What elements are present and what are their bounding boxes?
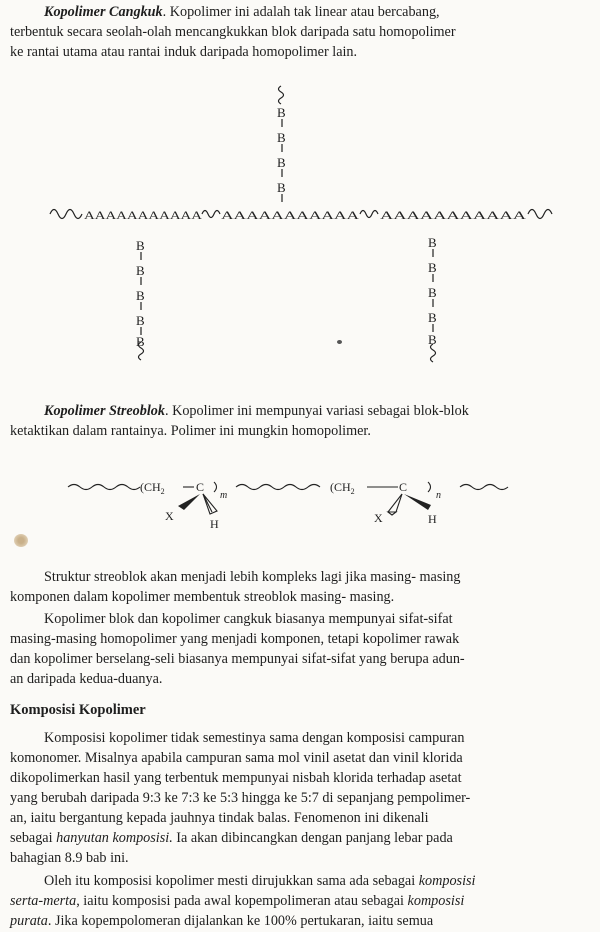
section-heading: Komposisi Kopolimer: [10, 702, 146, 718]
chain-end-wavy-icon: [528, 210, 552, 219]
main-chain-segment: AAAAAAAAAAA: [84, 208, 203, 222]
body-line: an, iaitu bergantung kepada jauhnya tindak balas. Fenomenon ini dikenali: [10, 810, 429, 826]
stereoblock-line: ketaktikan dalam rantainya. Polimer ini mungkin homopolimer.: [10, 423, 371, 439]
stereo-left-carbon: C: [196, 480, 205, 494]
branch-unit-label: B: [277, 130, 286, 145]
body-line: komonomer. Misalnya apabila campuran sama mol vinil asetat dan vinil klorida: [10, 750, 463, 766]
stereo-right-carbon: C: [399, 480, 408, 494]
stereo-left-h: H: [210, 517, 219, 531]
branch-unit-label: B: [428, 235, 437, 250]
graft-line: terbentuk secara seolah-olah mencangkukkan blok daripada satu homopolimer: [10, 24, 456, 40]
block-graft-properties-paragraph: [10, 609, 582, 689]
ink-speck: [337, 340, 342, 344]
stereoblock-paragraph: Kopolimer Streoblok. Kopolimer ini mempunyai variasi sebagai blok-blok ketaktikan dalam rantainya. Polimer ini mungkin homopolimer.: [10, 401, 582, 441]
term-composition: komposisi: [418, 873, 476, 889]
graft-term: Kopolimer Cangkuk: [44, 4, 163, 20]
wedge-hollow: [388, 512, 396, 515]
branch-unit-label: B: [428, 310, 437, 325]
body-line: serta-merta, iaitu komposisi pada awal kopempolimeran atau sebagai komposisi: [10, 893, 465, 909]
graft-copolymer-paragraph: Kopolimer Cangkuk. Kopolimer ini adalah tak linear atau bercabang, terbentuk secara seolah-olah mencangkukkan blok daripada satu homopolimer ke rantai utama atau rantai induk daripada homopolimer lain.: [10, 2, 582, 62]
graft-line: Kopolimer ini adalah tak linear atau bercabang,: [169, 4, 440, 20]
stereo-left-open: ($CH_2$: [140, 480, 165, 496]
stereoblock-diagram: [0, 470, 600, 540]
graft-line: ke rantai utama atau rantai induk daripada homopolimer lain.: [10, 44, 358, 60]
graft-copolymer-diagram: [0, 78, 600, 378]
term-composition-drift: hanyutan komposisi.: [56, 830, 173, 846]
body-line: Oleh itu komposisi kopolimer mesti dirujukkan sama ada sebagai komposisi: [44, 873, 476, 889]
branch-unit-label: B: [136, 313, 145, 328]
chain-wavy-icon: [236, 485, 320, 490]
body-line: sebagai hanyutan komposisi. Ia akan dibincangkan dengan panjang lebar pada: [10, 830, 453, 846]
wedge-filled: [404, 494, 431, 510]
chain-wavy-icon: [68, 485, 140, 490]
copolymer-composition-paragraph: [10, 728, 582, 868]
body-line: Kopolimer blok dan kopolimer cangkuk biasanya mempunyai sifat-sifat: [44, 611, 453, 627]
stereo-right-x: X: [374, 511, 383, 525]
body-line: dikopolimerkan hasil yang terbentuk mempunyai nisbah klorida terhadap asetat: [10, 770, 462, 786]
branch-unit-label: B: [277, 155, 286, 170]
stereoblock-complex-paragraph: [10, 567, 582, 607]
stereoblock-term: Kopolimer Streoblok: [44, 403, 165, 419]
body-line: masing-masing homopolimer yang menjadi komponen, tetapi kopolimer rawak: [10, 631, 460, 647]
bond: [396, 494, 402, 512]
stereo-right-open: ($CH_2$: [330, 480, 355, 496]
term-instantaneous: serta-merta: [10, 893, 77, 909]
branch-unit-label: B: [136, 334, 145, 349]
body-line: dan kopolimer berselang-seli biasanya mempunyai sifat-sifat yang berupa adun-: [10, 651, 465, 667]
main-chain-segment: AAAAAAAAAAA: [221, 208, 360, 222]
body-line: an daripada kedua-duanya.: [10, 671, 163, 687]
body-line: bahagian 8.9 bab ini.: [10, 850, 129, 866]
chain-link-wavy-icon: [202, 211, 220, 218]
stereo-right-subscript: n: [436, 490, 441, 501]
branch-unit-label: B: [277, 105, 286, 120]
branch-unit-label: B: [136, 263, 145, 278]
branch-unit-label: B: [428, 260, 437, 275]
stereo-left-x: X: [165, 509, 174, 523]
branch-unit-label: B: [136, 238, 145, 253]
body-line: yang berubah daripada 9:3 ke 7:3 ke 5:3 hingga ke 5:7 di sepanjang pempolimer-: [10, 790, 471, 806]
chain-end-wavy-icon: [50, 210, 82, 219]
wedge-hollow: [203, 494, 217, 514]
branch-unit-label: B: [136, 288, 145, 303]
composition-reference-paragraph: [10, 871, 582, 931]
bond: [388, 494, 402, 512]
wedge-filled: [178, 494, 200, 510]
main-chain-segment: AAAAAAAAAAA: [380, 208, 527, 222]
branch-unit-label: B: [428, 332, 437, 347]
bracket-icon: [214, 482, 217, 492]
stereo-right-h: H: [428, 512, 437, 526]
term-composition: komposisi: [407, 893, 465, 909]
bracket-icon: [428, 482, 431, 492]
chain-wavy-icon: [460, 485, 508, 490]
paper-stain: [14, 534, 28, 547]
branch-unit-label: B: [428, 285, 437, 300]
body-line: Komposisi kopolimer tidak semestinya sama dengan komposisi campuran: [44, 730, 465, 746]
chain-link-wavy-icon: [360, 211, 378, 218]
body-line: Struktur streoblok akan menjadi lebih kompleks lagi jika masing- masing: [44, 569, 461, 585]
chain-end-wavy-icon: [279, 86, 284, 104]
stereo-left-subscript: m: [220, 490, 228, 501]
body-line: purata. Jika kopempolomeran dijalankan ke 100% pertukaran, iaitu semua: [10, 913, 434, 929]
stereoblock-line: Kopolimer ini mempunyai variasi sebagai blok-blok: [172, 403, 469, 419]
body-line: komponen dalam kopolimer membentuk streoblok masing- masing.: [10, 589, 395, 605]
branch-unit-label: B: [277, 180, 286, 195]
term-average: purata: [10, 913, 48, 929]
